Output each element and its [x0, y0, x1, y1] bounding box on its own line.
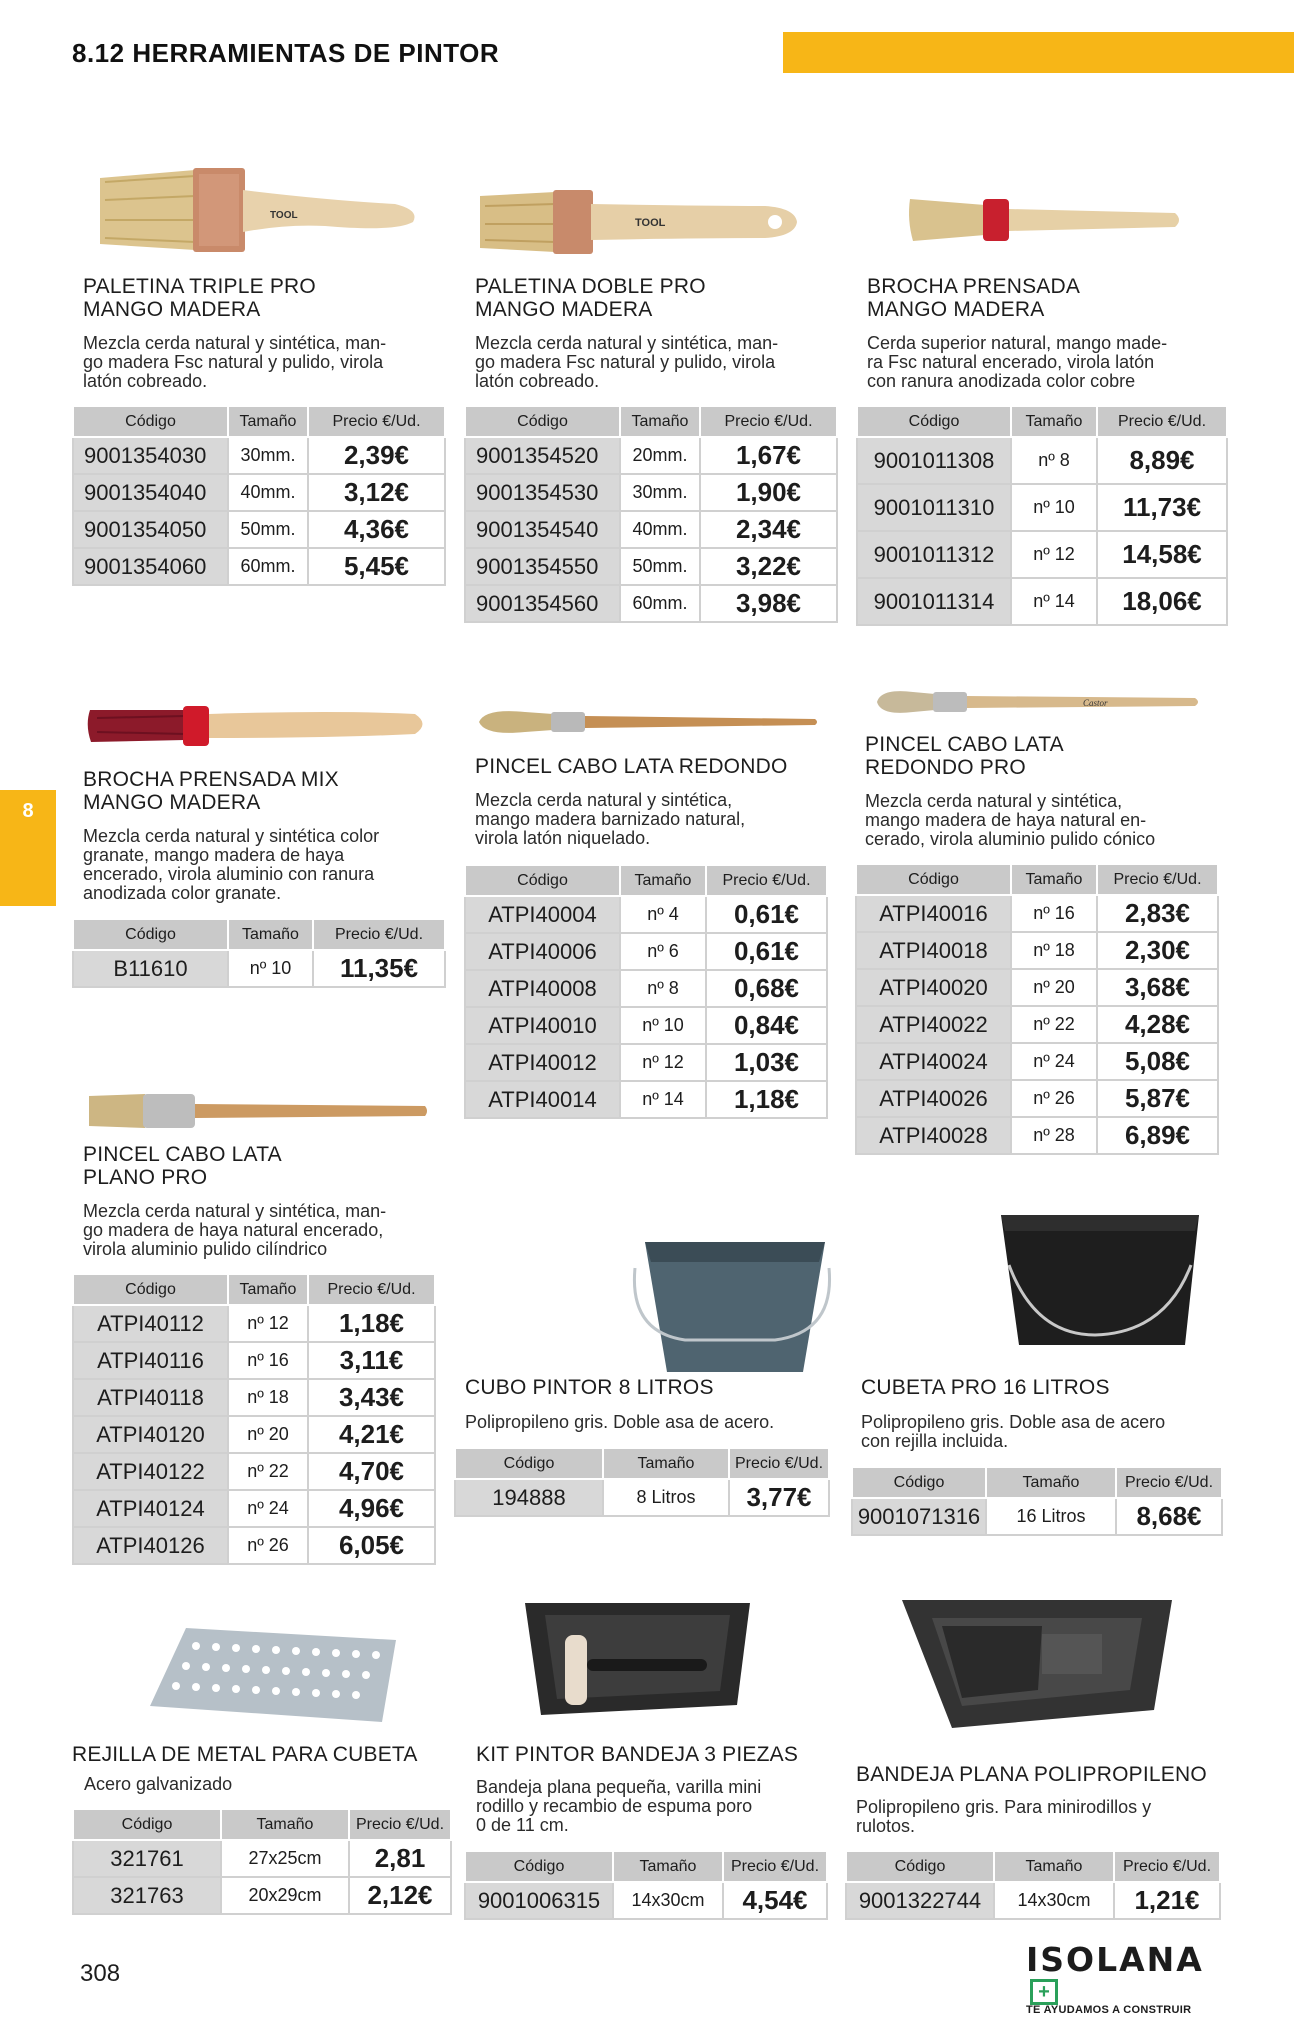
product-price: 11,35€ [313, 950, 445, 987]
product-code: ATPI40010 [465, 1007, 620, 1044]
col-header-size: Tamaño [228, 919, 313, 950]
product-image-paletina-triple [95, 160, 425, 265]
col-header-code: Código [73, 406, 228, 437]
price-table [72, 405, 446, 586]
product-cubo [465, 1376, 845, 1432]
product-code: ATPI40016 [856, 895, 1011, 932]
product-size: nº 6 [620, 933, 706, 970]
product-code: 9001354040 [73, 474, 228, 511]
product-code: B11610 [73, 950, 228, 987]
product-price: 6,89€ [1097, 1117, 1218, 1154]
table-row [465, 933, 827, 970]
product-code: 321763 [73, 1877, 221, 1914]
col-header-price: Precio €/Ud. [700, 406, 837, 437]
product-code: ATPI40006 [465, 933, 620, 970]
product-price: 5,87€ [1097, 1080, 1218, 1117]
table-row [73, 950, 445, 987]
table-row [73, 1342, 435, 1379]
product-title: PINCEL CABO LATA REDONDO PRO [865, 733, 1064, 779]
product-size: nº 14 [620, 1081, 706, 1118]
product-image-cubo [625, 1232, 835, 1387]
product-title: PINCEL CABO LATA REDONDO [475, 755, 788, 778]
table-row [73, 1490, 435, 1527]
round-brush-image [475, 702, 820, 742]
product-price: 5,08€ [1097, 1043, 1218, 1080]
price-table [851, 1466, 1223, 1536]
col-header-code: Código [73, 1274, 228, 1305]
price-table [72, 1273, 436, 1565]
col-header-size: Tamaño [228, 1274, 308, 1305]
product-size: 40mm. [620, 511, 700, 548]
product-size: nº 16 [228, 1342, 308, 1379]
product-price: 6,05€ [308, 1527, 435, 1564]
product-code: 9001354030 [73, 437, 228, 474]
product-code: ATPI40004 [465, 896, 620, 933]
product-code: 9001354530 [465, 474, 620, 511]
col-header-price: Precio €/Ud. [1114, 1851, 1220, 1882]
product-title: CUBETA PRO 16 LITROS [861, 1376, 1110, 1399]
product-code: 9001354540 [465, 511, 620, 548]
product-image-pincel-redondo-pro [873, 682, 1203, 727]
product-price: 2,34€ [700, 511, 837, 548]
product-image-pincel-plano [85, 1086, 430, 1141]
product-price: 3,22€ [700, 548, 837, 585]
product-description: Polipropileno gris. Doble asa de acero con rejilla incluida. [861, 1412, 1166, 1451]
product-cubeta [861, 1376, 1241, 1451]
page-number: 308 [80, 1960, 121, 1987]
product-size: 14x30cm [994, 1882, 1114, 1919]
table-row [857, 578, 1227, 625]
product-code: ATPI40020 [856, 969, 1011, 1006]
brush-brand-text: Castor [1083, 698, 1108, 708]
product-price: 8,68€ [1116, 1498, 1222, 1535]
col-header-code: Código [852, 1467, 986, 1498]
table-row [846, 1882, 1220, 1919]
table-row [856, 1117, 1218, 1154]
flat-brush-image [85, 1086, 430, 1136]
product-title: BANDEJA PLANA POLIPROPILENO [856, 1763, 1207, 1786]
col-header-code: Código [455, 1448, 603, 1479]
product-title: PALETINA TRIPLE PRO MANGO MADERA [83, 275, 316, 321]
col-header-size: Tamaño [1011, 406, 1097, 437]
product-size: 8 Litros [603, 1479, 729, 1516]
flat-brush-image [95, 160, 425, 260]
price-table [72, 1808, 452, 1915]
product-price: 2,81 [349, 1840, 451, 1877]
product-pincel-plano [83, 1143, 463, 1259]
product-title: PINCEL CABO LATA PLANO PRO [83, 1143, 282, 1189]
table-row [465, 474, 837, 511]
product-size: 50mm. [228, 511, 308, 548]
product-code: 9001006315 [465, 1882, 613, 1919]
product-code: 321761 [73, 1840, 221, 1877]
product-size: nº 12 [228, 1305, 308, 1342]
table-row [852, 1498, 1222, 1535]
col-header-code: Código [73, 919, 228, 950]
price-table [464, 864, 828, 1119]
product-code: 9001354060 [73, 548, 228, 585]
col-header-price: Precio €/Ud. [706, 865, 827, 896]
product-image-kit [505, 1595, 765, 1730]
product-size: nº 20 [228, 1416, 308, 1453]
product-code: 9001322744 [846, 1882, 994, 1919]
product-size: nº 26 [1011, 1080, 1097, 1117]
table-row [73, 1840, 451, 1877]
col-header-size: Tamaño [228, 406, 308, 437]
product-description: Bandeja plana pequeña, varilla mini rodillo y recambio de espuma poro 0 de 11 cm. [476, 1777, 762, 1835]
product-code: 9001011308 [857, 437, 1011, 484]
table-row [73, 1453, 435, 1490]
bucket-image [625, 1232, 835, 1382]
product-size: nº 4 [620, 896, 706, 933]
product-price: 4,54€ [723, 1882, 827, 1919]
header-accent-bar [783, 32, 1294, 73]
table-row [73, 1379, 435, 1416]
product-pincel-redondo [475, 755, 835, 848]
product-code: 9001354550 [465, 548, 620, 585]
product-price: 0,84€ [706, 1007, 827, 1044]
product-price: 5,45€ [308, 548, 445, 585]
table-row [465, 1044, 827, 1081]
table-row [465, 511, 837, 548]
flat-brush-image [475, 182, 815, 262]
product-price: 1,18€ [706, 1081, 827, 1118]
product-description: Mezcla cerda natural y sintética, man- go madera Fsc natural y pulido, virola latón cobreado. [475, 333, 779, 391]
product-price: 2,83€ [1097, 895, 1218, 932]
col-header-size: Tamaño [620, 865, 706, 896]
col-header-price: Precio €/Ud. [349, 1809, 451, 1840]
product-title: BROCHA PRENSADA MANGO MADERA [867, 275, 1081, 321]
table-row [857, 437, 1227, 484]
product-code: 9001354560 [465, 585, 620, 622]
price-table [464, 1850, 828, 1920]
col-header-code: Código [856, 864, 1011, 895]
col-header-code: Código [465, 1851, 613, 1882]
product-code: ATPI40126 [73, 1527, 228, 1564]
product-size: nº 18 [228, 1379, 308, 1416]
table-row [856, 969, 1218, 1006]
round-brush-image [905, 185, 1185, 255]
product-code: ATPI40018 [856, 932, 1011, 969]
col-header-size: Tamaño [1011, 864, 1097, 895]
product-price: 2,12€ [349, 1877, 451, 1914]
table-row [856, 932, 1218, 969]
product-price: 11,73€ [1097, 484, 1227, 531]
product-code: ATPI40014 [465, 1081, 620, 1118]
product-price: 1,18€ [308, 1305, 435, 1342]
col-header-price: Precio €/Ud. [308, 406, 445, 437]
product-image-brocha-mix [85, 690, 435, 765]
product-code: ATPI40008 [465, 970, 620, 1007]
product-paletina-doble [475, 275, 835, 391]
product-code: ATPI40026 [856, 1080, 1011, 1117]
product-code: ATPI40116 [73, 1342, 228, 1379]
price-table [856, 405, 1228, 626]
col-header-size: Tamaño [613, 1851, 723, 1882]
col-header-code: Código [465, 406, 620, 437]
round-brush-image [85, 690, 435, 760]
product-price: 0,68€ [706, 970, 827, 1007]
col-header-price: Precio €/Ud. [723, 1851, 827, 1882]
product-size: nº 24 [228, 1490, 308, 1527]
product-price: 2,39€ [308, 437, 445, 474]
page-title: 8.12 HERRAMIENTAS DE PINTOR [72, 38, 500, 68]
product-price: 4,21€ [308, 1416, 435, 1453]
product-price: 3,98€ [700, 585, 837, 622]
product-code: 9001011314 [857, 578, 1011, 625]
table-row [465, 970, 827, 1007]
product-code: 9001011310 [857, 484, 1011, 531]
col-header-price: Precio €/Ud. [308, 1274, 435, 1305]
table-row [856, 1043, 1218, 1080]
col-header-code: Código [465, 865, 620, 896]
table-row [73, 1877, 451, 1914]
product-size: nº 22 [228, 1453, 308, 1490]
bucket-image [995, 1205, 1205, 1355]
product-description: Acero galvanizado [84, 1774, 233, 1794]
product-price: 4,96€ [308, 1490, 435, 1527]
product-description: Cerda superior natural, mango made- ra Fsc natural encerado, virola latón con ranura anodizada color cobre [867, 333, 1168, 391]
table-row [465, 548, 837, 585]
col-header-code: Código [846, 1851, 994, 1882]
product-description: Mezcla cerda natural y sintética, man- go madera Fsc natural y pulido, virola latón cobreado. [83, 333, 387, 391]
product-code: ATPI40024 [856, 1043, 1011, 1080]
product-price: 18,06€ [1097, 578, 1227, 625]
product-price: 1,03€ [706, 1044, 827, 1081]
product-description: Mezcla cerda natural y sintética color granate, mango madera de haya encerado, virola aluminio con ranura anodizada color granate. [83, 826, 380, 903]
col-header-code: Código [857, 406, 1011, 437]
product-price: 4,70€ [308, 1453, 435, 1490]
product-price: 4,36€ [308, 511, 445, 548]
product-price: 3,68€ [1097, 969, 1218, 1006]
logo-plus-icon: + [1030, 1979, 1058, 2005]
product-title: KIT PINTOR BANDEJA 3 PIEZAS [476, 1743, 799, 1766]
product-image-bandeja [892, 1590, 1192, 1745]
product-size: nº 10 [620, 1007, 706, 1044]
product-size: nº 10 [228, 950, 313, 987]
table-row [465, 1007, 827, 1044]
product-size: nº 8 [1011, 437, 1097, 484]
product-size: nº 22 [1011, 1006, 1097, 1043]
table-row [857, 531, 1227, 578]
table-row [73, 1305, 435, 1342]
product-code: ATPI40118 [73, 1379, 228, 1416]
product-image-rejilla [146, 1622, 416, 1737]
product-description: Mezcla cerda natural y sintética, mango madera barnizado natural, virola latón niquelado. [475, 790, 746, 848]
product-size: nº 14 [1011, 578, 1097, 625]
product-title: CUBO PINTOR 8 LITROS [465, 1376, 714, 1399]
product-price: 3,11€ [308, 1342, 435, 1379]
product-size: nº 28 [1011, 1117, 1097, 1154]
price-table [855, 863, 1219, 1155]
product-size: 27x25cm [221, 1840, 349, 1877]
col-header-size: Tamaño [620, 406, 700, 437]
product-size: 14x30cm [613, 1882, 723, 1919]
table-row [73, 511, 445, 548]
round-brush-image [873, 682, 1203, 722]
product-code: 9001011312 [857, 531, 1011, 578]
brush-brand-text: TOOL [635, 217, 666, 229]
product-kit [476, 1743, 856, 1835]
table-row [73, 1527, 435, 1564]
product-brocha-mix [83, 768, 463, 903]
product-description: Polipropileno gris. Para minirodillos y rulotos. [856, 1797, 1152, 1836]
product-price: 0,61€ [706, 933, 827, 970]
price-table [845, 1850, 1221, 1920]
col-header-code: Código [73, 1809, 221, 1840]
product-code: ATPI40022 [856, 1006, 1011, 1043]
product-price: 1,90€ [700, 474, 837, 511]
product-price: 1,67€ [700, 437, 837, 474]
product-size: nº 18 [1011, 932, 1097, 969]
product-description: Mezcla cerda natural y sintética, man- go madera de haya natural encerado, virola aluminio pulido cilíndrico [83, 1201, 387, 1259]
product-description: Polipropileno gris. Doble asa de acero. [465, 1412, 775, 1432]
metal-grid-image [146, 1622, 416, 1732]
product-size: 60mm. [228, 548, 308, 585]
chapter-tab-label: 8 [22, 800, 34, 822]
product-title: REJILLA DE METAL PARA CUBETA [72, 1743, 418, 1766]
product-size: 20mm. [620, 437, 700, 474]
product-code: 9001354050 [73, 511, 228, 548]
table-row [465, 437, 837, 474]
col-header-price: Precio €/Ud. [313, 919, 445, 950]
product-size: nº 16 [1011, 895, 1097, 932]
col-header-size: Tamaño [994, 1851, 1114, 1882]
product-price: 0,61€ [706, 896, 827, 933]
price-table [454, 1447, 830, 1517]
table-row [455, 1479, 829, 1516]
col-header-price: Precio €/Ud. [1097, 406, 1227, 437]
product-price: 3,43€ [308, 1379, 435, 1416]
product-size: 30mm. [228, 437, 308, 474]
product-code: ATPI40120 [73, 1416, 228, 1453]
table-row [73, 1416, 435, 1453]
product-size: nº 24 [1011, 1043, 1097, 1080]
product-pincel-redondo-pro [865, 733, 1245, 849]
table-row [465, 585, 837, 622]
product-price: 1,21€ [1114, 1882, 1220, 1919]
paint-tray-image [892, 1590, 1192, 1740]
product-rejilla [72, 1743, 472, 1794]
table-row [856, 1080, 1218, 1117]
price-table [464, 405, 838, 623]
product-size: 30mm. [620, 474, 700, 511]
product-size: nº 20 [1011, 969, 1097, 1006]
product-price: 3,77€ [729, 1479, 829, 1516]
product-price: 3,12€ [308, 474, 445, 511]
col-header-price: Precio €/Ud. [1116, 1467, 1222, 1498]
logo-tagline: TE AYUDAMOS A CONSTRUIR [1026, 2004, 1192, 2016]
product-price: 14,58€ [1097, 531, 1227, 578]
paint-tray-kit-image [505, 1595, 765, 1725]
table-row [857, 484, 1227, 531]
product-size: 16 Litros [986, 1498, 1116, 1535]
product-image-brocha-prensada [905, 185, 1185, 260]
product-price: 8,89€ [1097, 437, 1227, 484]
col-header-price: Precio €/Ud. [729, 1448, 829, 1479]
product-code: ATPI40122 [73, 1453, 228, 1490]
product-size: 50mm. [620, 548, 700, 585]
product-description: Mezcla cerda natural y sintética, mango madera de haya natural en- cerado, virola aluminio pulido cónico [865, 791, 1156, 849]
product-title: PALETINA DOBLE PRO MANGO MADERA [475, 275, 706, 321]
product-image-cubeta [995, 1205, 1205, 1360]
product-title: BROCHA PRENSADA MIX MANGO MADERA [83, 768, 339, 814]
col-header-size: Tamaño [221, 1809, 349, 1840]
chapter-tab [0, 790, 56, 906]
product-size: 40mm. [228, 474, 308, 511]
product-code: ATPI40012 [465, 1044, 620, 1081]
product-code: 9001354520 [465, 437, 620, 474]
product-bandeja [856, 1763, 1256, 1836]
table-row [73, 548, 445, 585]
table-row [856, 895, 1218, 932]
product-price: 2,30€ [1097, 932, 1218, 969]
product-paletina-triple [83, 275, 443, 391]
product-code: 9001071316 [852, 1498, 986, 1535]
product-size: nº 26 [228, 1527, 308, 1564]
col-header-size: Tamaño [603, 1448, 729, 1479]
product-size: nº 10 [1011, 484, 1097, 531]
product-code: ATPI40028 [856, 1117, 1011, 1154]
table-row [856, 1006, 1218, 1043]
product-size: nº 12 [1011, 531, 1097, 578]
product-brocha-prensada [867, 275, 1247, 391]
product-size: nº 12 [620, 1044, 706, 1081]
product-code: 194888 [455, 1479, 603, 1516]
table-row [73, 437, 445, 474]
col-header-price: Precio €/Ud. [1097, 864, 1218, 895]
product-code: ATPI40124 [73, 1490, 228, 1527]
col-header-size: Tamaño [986, 1467, 1116, 1498]
product-size: nº 8 [620, 970, 706, 1007]
product-image-pincel-redondo [475, 702, 820, 747]
brush-brand-text: TOOL [270, 210, 298, 221]
product-size: 20x29cm [221, 1877, 349, 1914]
product-image-paletina-doble [475, 182, 815, 267]
product-price: 4,28€ [1097, 1006, 1218, 1043]
table-row [73, 474, 445, 511]
product-code: ATPI40112 [73, 1305, 228, 1342]
price-table [72, 918, 446, 988]
table-row [465, 1081, 827, 1118]
product-size: 60mm. [620, 585, 700, 622]
table-row [465, 896, 827, 933]
logo-wordmark: ISOLANA [1026, 1940, 1204, 1979]
brand-logo [1026, 1940, 1226, 2016]
table-row [465, 1882, 827, 1919]
